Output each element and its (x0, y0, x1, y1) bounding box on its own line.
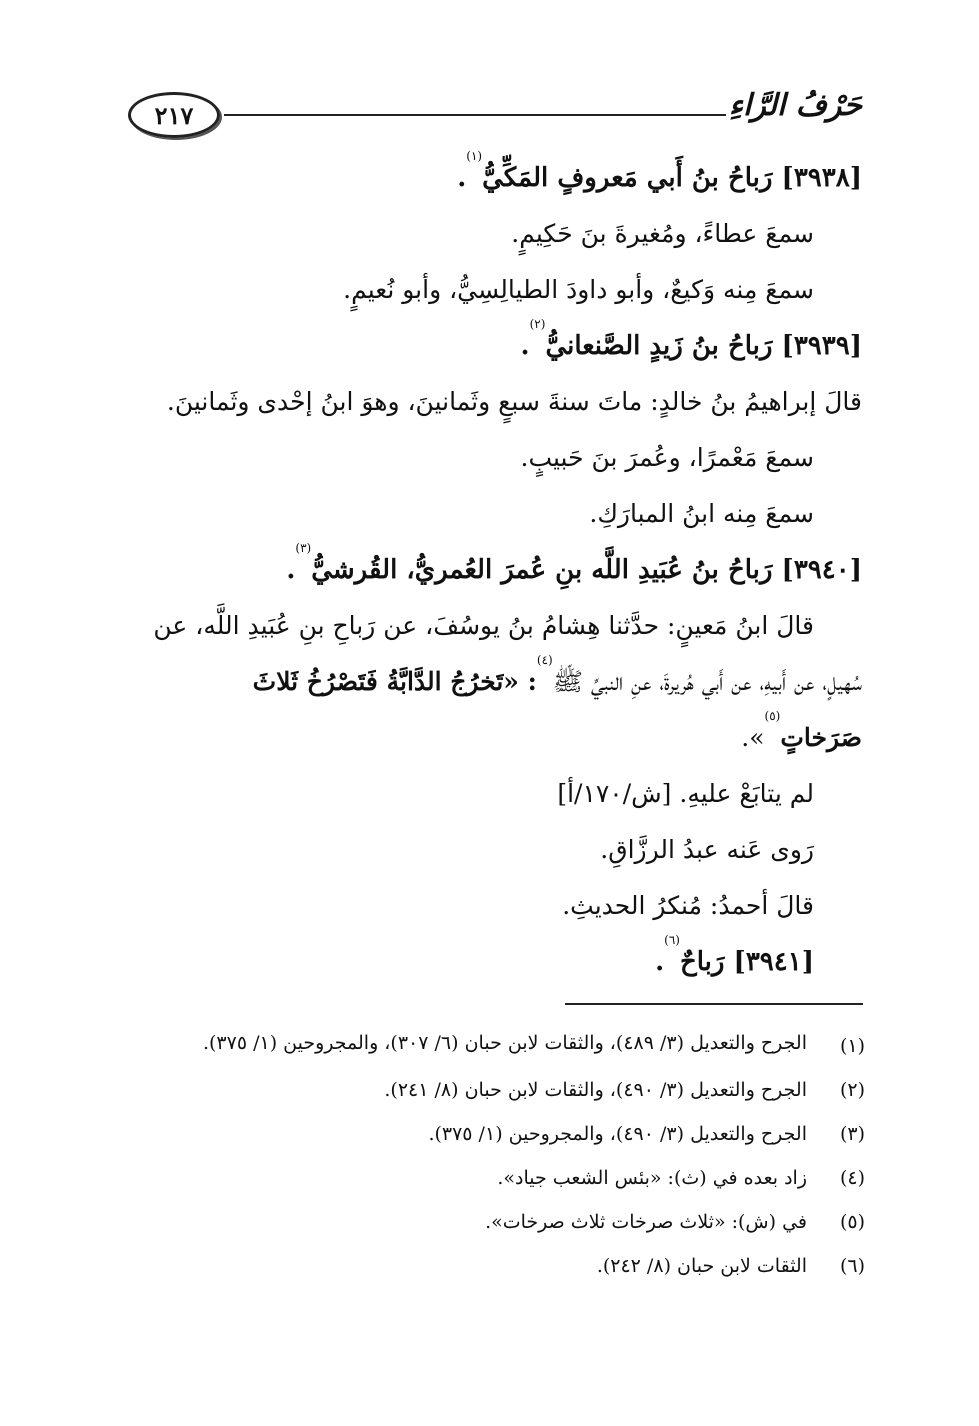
entry-3938: [٣٩٣٨] رَباحُ بنُ أَبي مَعروفٍ المَكِّيُّ$^{(١)}$. (457, 149, 862, 193)
text-line: سمعَ مَعْمرًا، وعُمرَ بنَ حَبيبٍ. (520, 443, 814, 472)
footnotes (118, 1024, 865, 1288)
running-title: حَرْفُ الرَّاءِ (728, 88, 862, 123)
text-line: سمعَ مِنه ابنُ المبارَكِ. (589, 499, 814, 528)
footnote-2: (٢) الجرح والتعديل (٣/ ٤٩٠)، والثقات لابن حبان (٨/ ٢٤١). (384, 1079, 865, 1101)
footnote-ref: (١) (466, 149, 483, 163)
entry-3940: [٣٩٤٠] رَباحُ بنُ عُبَيدِ اللَّه بنِ عُمرَ العُمريُّ، القُرشيُّ$^{(٣)}$. (286, 541, 862, 585)
footnote-6: (٦) الثقات لابن حبان (٨/ ٢٤٢). (596, 1255, 865, 1277)
footnote-separator (565, 1003, 863, 1005)
footnote-1: (١) الجرح والتعديل (٣/ ٤٨٩)، والثقات لابن حبان (٦/ ٣٠٧)، والمجروحين (١/ ٣٧٥). (202, 1032, 865, 1057)
footnote-ref: (٥) (764, 709, 781, 723)
hadith-quote: : «تَخرُجُ الدَّابَّةُ فَتَصْرُخُ ثَلاثَ (252, 667, 537, 696)
main-text (128, 150, 862, 990)
text-line: قالَ إبراهيمُ بنُ خالدٍ: ماتَ سنةَ سبعٍ وثَمانينَ، وهوَ ابنُ إحْدى وثَمانينَ. (166, 387, 862, 416)
footnote-ref: (٦) (664, 933, 680, 947)
page-header (128, 88, 862, 146)
header-rule (224, 114, 726, 116)
text-line: سمعَ عطاءً، ومُغيرةَ بنَ حَكِيمٍ. (511, 219, 814, 248)
footnote-ref: (٢) (529, 317, 546, 331)
text-line: لم يتابَعْ عليهِ. [ش/١٧٠/أ] (557, 779, 814, 808)
footnote-ref: (٣) (295, 541, 312, 555)
text-line: رَوى عَنه عبدُ الرزَّاقِ. (600, 835, 814, 864)
text-line: سمعَ مِنه وَكيعٌ، وأبو داودَ الطيالِسِيُّ، وأبو نُعيمٍ. (343, 275, 814, 304)
text-line: قالَ ابنُ مَعينٍ: حدَّثنا هِشامُ بنُ يوسُفَ، عن رَباحِ بنِ عُبَيدِ اللَّه، عن (153, 611, 814, 640)
text-line: سُهيلٍ، عن أَبيهِ، عن أَبي هُريرةَ، عنِ النبيِّ ﷺ$^{(٤)}$: «تَخرُجُ الدَّابَّةُ فَتَصْرُخُ ثَلاثَ (252, 653, 862, 696)
entry-3939: [٣٩٣٩] رَباحُ بنُ زَيدٍ الصَّنعانيُّ$^{(٢)}$. (520, 317, 862, 361)
text-line: صَرَخاتٍ$^{(٥)}$». (741, 709, 862, 752)
page-number: ٢١٧ (128, 92, 220, 138)
footnote-5: (٥) في (ش): «ثلاث صرخات ثلاث صرخات». (485, 1211, 865, 1233)
entry-3941: [٣٩٤١] رَباحٌ$^{(٦)}$. (655, 933, 814, 977)
footnote-4: (٤) زاد بعده في (ث): «بئس الشعب جياد». (497, 1167, 865, 1189)
text-line: قالَ أحمدُ: مُنكرُ الحديثِ. (562, 891, 814, 920)
footnote-ref: (٤) (536, 653, 553, 667)
footnote-3: (٣) الجرح والتعديل (٣/ ٤٩٠)، والمجروحين (١/ ٣٧٥). (428, 1123, 865, 1145)
